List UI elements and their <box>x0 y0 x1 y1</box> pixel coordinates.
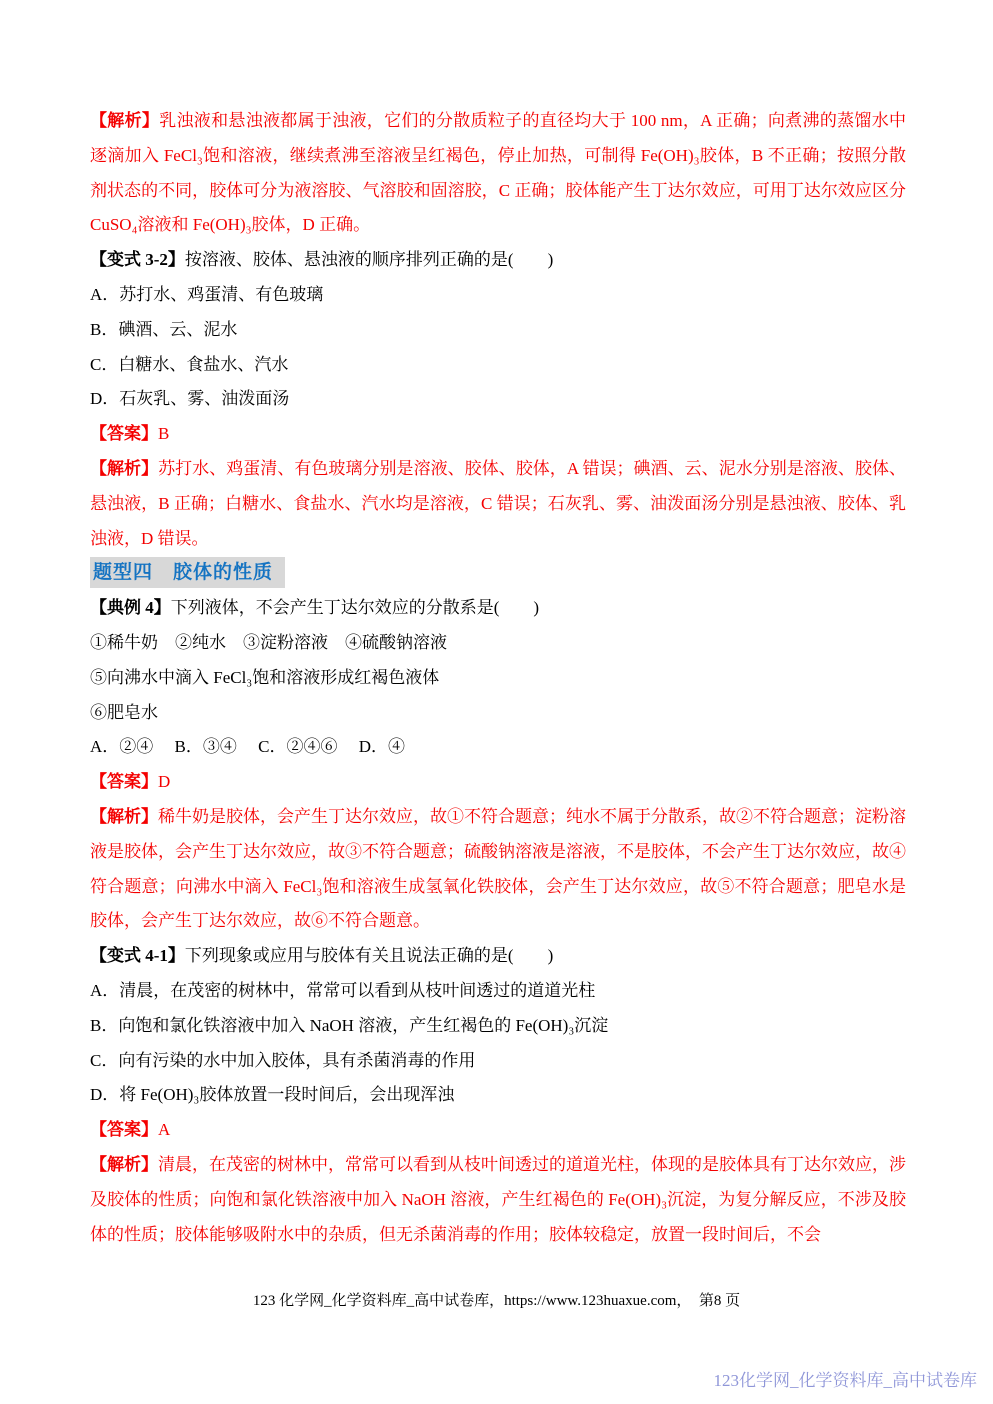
example-4-items-2: ⑤向沸水中滴入 FeCl₃饱和溶液形成红褐色液体 <box>90 667 440 687</box>
analysis-text: 乳浊液和悬浊液都属于浊液，它们的分散质粒子的直径均大于 100 nm，A 正确；向煮沸的蒸馏水中逐滴加入 FeCl₃饱和溶液，继续煮沸至溶液呈红褐色，停止加热，可制得 Fe(OH)₃胶体，B 不正确；按照分散剂状态的不同，胶体可分为液溶胶、气溶胶和固溶胶，C 正确；胶体能产生丁达尔效应，可用丁达尔效应区分 CuSO₄溶液和 Fe(OH)₃胶体，D 正确。 <box>90 111 907 235</box>
question-3-2-option-b: B．碘酒、云、泥水 <box>90 319 238 339</box>
question-3-2-option-d: D．石灰乳、雾、油泼面汤 <box>90 389 290 409</box>
page-content <box>90 104 906 1252</box>
section-header-title: 题型四 胶体的性质 <box>90 557 285 588</box>
answer-value: B <box>158 424 170 444</box>
question-4-1-option-a: A．清晨，在茂密的树林中，常常可以看到从枝叶间透过的道道光柱 <box>90 980 596 1000</box>
site-watermark: 123化学网_化学资料库_高中试卷库 <box>713 1371 977 1390</box>
question-3-2-analysis <box>90 452 906 556</box>
section-header-row <box>90 556 906 591</box>
page-footer: 123 化学网_化学资料库_高中试卷库，https://www.123huaxue.com， 第8 页 <box>252 1293 741 1309</box>
question-4-1-option-b: B．向饱和氯化铁溶液中加入 NaOH 溶液，产生红褐色的 Fe(OH)₃沉淀 <box>90 1015 609 1035</box>
question-label: 【变式 3-2】 <box>90 250 185 270</box>
question-3-2-stem <box>90 243 906 278</box>
question-4-1-answer <box>90 1113 906 1148</box>
question-label: 【变式 4-1】 <box>90 946 185 966</box>
analysis-paragraph-3-1 <box>90 104 906 243</box>
question-label: 【典例 4】 <box>90 598 171 618</box>
example-4-stem <box>90 591 906 626</box>
question-stem-text: 按溶液、胶体、悬浊液的顺序排列正确的是( ) <box>184 250 554 270</box>
answer-label: 【答案】 <box>90 1120 158 1140</box>
example-4-items-3: ⑥肥皂水 <box>90 702 158 722</box>
question-stem-text: 下列现象或应用与胶体有关且说法正确的是( ) <box>184 946 554 966</box>
answer-label: 【答案】 <box>90 424 158 444</box>
question-3-2-option-c: C．白糖水、食盐水、汽水 <box>90 354 289 374</box>
analysis-label: 【解析】 <box>90 458 159 478</box>
analysis-text: 清晨，在茂密的树林中，常常可以看到从枝叶间透过的道道光柱，体现的是胶体具有丁达尔效应，涉及胶体的性质；向饱和氯化铁溶液中加入 NaOH 溶液，产生红褐色的 Fe(OH)₃沉淀，为复分解反应，不涉及胶体的性质；胶体能够吸附水中的杂质，但无杀菌消毒的作用；胶体较稳定，放置一段时间后，不会 <box>90 1154 906 1244</box>
question-stem-text: 下列液体，不会产生丁达尔效应的分散系是( ) <box>170 598 540 618</box>
answer-label: 【答案】 <box>90 772 158 792</box>
question-4-1-analysis <box>90 1148 906 1252</box>
example-4-choices: A．②④ B．③④ C．②④⑥ D．④ <box>90 737 405 757</box>
answer-value: D <box>158 772 171 792</box>
question-4-1-stem <box>90 939 906 974</box>
question-4-1-option-c: C．向有污染的水中加入胶体，具有杀菌消毒的作用 <box>90 1050 476 1070</box>
answer-value: A <box>158 1120 171 1140</box>
question-3-2-answer <box>90 417 906 452</box>
analysis-text: 苏打水、鸡蛋清、有色玻璃分别是溶液、胶体、胶体，A 错误；碘酒、云、泥水分别是溶液、胶体、悬浊液，B 正确；白糖水、食盐水、汽水均是溶液，C 错误；石灰乳、雾、油泼面汤分别是悬浊液、胶体、乳浊液，D 错误。 <box>90 458 906 548</box>
example-4-items-1: ①稀牛奶 ②纯水 ③淀粉溶液 ④硫酸钠溶液 <box>90 632 447 652</box>
analysis-label: 【解析】 <box>90 806 158 826</box>
example-4-analysis <box>90 800 906 939</box>
analysis-label: 【解析】 <box>90 1154 158 1174</box>
example-4-answer <box>90 765 906 800</box>
analysis-label: 【解析】 <box>90 111 160 130</box>
question-3-2-option-a: A．苏打水、鸡蛋清、有色玻璃 <box>90 284 324 304</box>
analysis-text: 稀牛奶是胶体，会产生丁达尔效应，故①不符合题意；纯水不属于分散系，故②不符合题意；淀粉溶液是胶体，会产生丁达尔效应，故③不符合题意；硫酸钠溶液是溶液，不是胶体，不会产生丁达尔效应，故④符合题意；向沸水中滴入 FeCl₃饱和溶液生成氢氧化铁胶体，会产生丁达尔效应，故⑤不符合题意；肥皂水是胶体，会产生丁达尔效应，故⑥不符合题意。 <box>90 806 906 931</box>
question-4-1-option-d: D．将 Fe(OH)₃胶体放置一段时间后，会出现浑浊 <box>90 1085 455 1105</box>
